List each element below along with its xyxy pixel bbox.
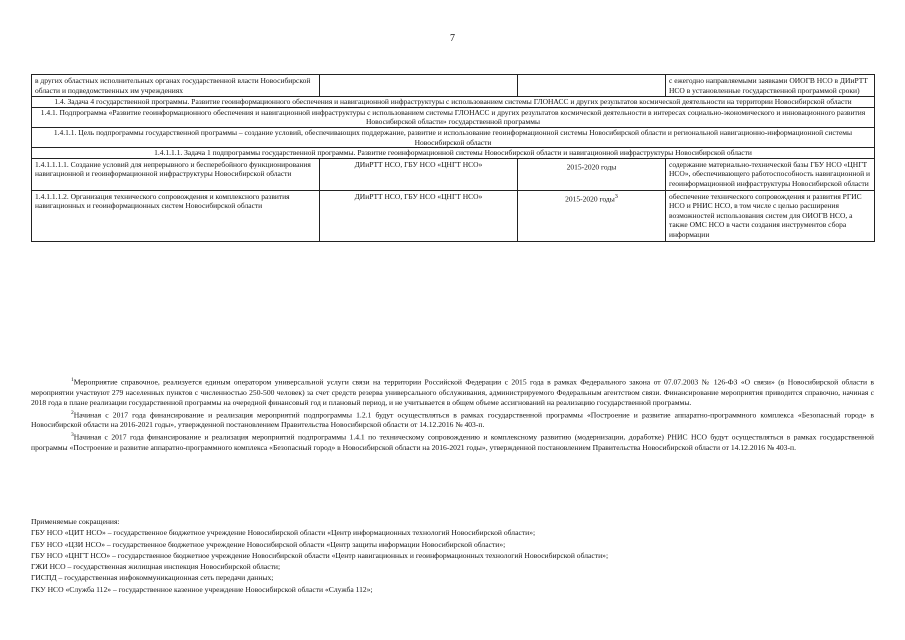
cell-result: обеспечение технического сопровождения и развития РГИС НСО и РНИС НСО, в том числе с целью расширения возможностей использования систем для ОИОГВ НСО, а также ОМС НСО в части создания инструментов сбора информации: [666, 190, 875, 241]
footnote-mark: 3: [71, 432, 74, 439]
cell-measure: 1.4.1.1.1.1. Создание условий для непрерывного и бесперебойного функционирования навигационной и геоинформационной инфраструктуры Новосибирской области: [32, 158, 320, 190]
cell-executor: [320, 75, 518, 97]
footnote-text: Мероприятие справочное, реализуется единым оператором универсальной услуги связи на территории Российской Федерации с 2015 года в рамках Федерального закона от 07.07.2003 № 126-ФЗ «О связи» (в Новосибирской области в мероприятии участвуют 279 населенных пунктов с численностью 250-500 человек) за счет средств резерва универсального обслуживания, администрируемого Федеральным агентством связи. Финансирование мероприятия приводится справочно, начиная с 2018 года в плане реализации государственной программы на очередной финансовый год и плановый период, и не учитывается в общем объеме ассигнований на реализацию государственной программы.: [31, 377, 874, 407]
abbreviations-heading: Применяемые сокращения:: [31, 517, 120, 526]
abbreviation-item: ГИСПД – государственная инфокоммуникационная сеть передачи данных;: [31, 573, 274, 583]
footnote-text: Начиная с 2017 года финансирование и реализация мероприятий подпрограммы 1.2.1 будут осуществляться в рамках государственной программы «Построение и развитие аппаратно-программного комплекса «Безопасный город» в Новосибирской области на 2016-2021 годы», утвержденной постановлением Правительства Новосибирской области от 14.12.2016 № 403-п.: [31, 410, 874, 430]
term-text: 2015-2020 годы: [565, 194, 615, 204]
cell-term: [518, 190, 666, 241]
footnote-mark: 1: [71, 377, 74, 383]
cell-result: с ежегодно направляемыми заявками ОИОГВ НСО в ДИиРТТ НСО в установленные государственной программой сроки): [666, 75, 875, 97]
subprogram-1-4-1-heading: 1.4.1. Подпрограмма «Развитие геоинформационного обеспечения и навигационной инфраструктуры с использованием системы ГЛОНАСС и других результатов космической деятельности в интересах социально-экономического и инновационного развития Новосибирской области» государственной программы: [32, 107, 875, 127]
abbreviations-list: [31, 516, 874, 595]
abbreviation-item: ГКУ НСО «Служба 112» – государственное казенное учреждение Новосибирской области «Служба 112»;: [31, 584, 373, 594]
footnotes: [31, 375, 874, 453]
abbreviation-item: ГБУ НСО «ЦИТ НСО» – государственное бюджетное учреждение Новосибирской области «Центр информационных технологий Новосибирской области»;: [31, 528, 536, 538]
table-row: [32, 158, 875, 190]
table-row-continuation: [32, 75, 875, 97]
task-1-4-1-1-1-heading: 1.4.1.1.1. Задача 1 подпрограммы государственной программы. Развитие геоинформационной системы Новосибирской области и навигационной инфраструктуры Новосибирской области: [32, 148, 875, 159]
table-row-subtask: [32, 148, 875, 159]
term-text: 2015-2020 годы: [566, 162, 617, 172]
table-row-goal: [32, 127, 875, 147]
cell-measure: 1.4.1.1.1.2. Организация технического сопровождения и комплексного развития навигационных и геоинформационных систем Новосибирской области: [32, 190, 320, 241]
abbreviation-item: ГБУ НСО «ЦНГТ НСО» – государственное бюджетное учреждение Новосибирской области «Центр навигационных и геоинформационных технологий Новосибирской области»;: [31, 550, 609, 560]
footnote-3: [31, 430, 874, 453]
abbreviation-item: ГЖИ НСО – государственная жилищная инспекция Новосибирской области;: [31, 562, 281, 572]
footnote-1: [31, 375, 874, 408]
cell-executor: ДИиРТТ НСО, ГБУ НСО «ЦНГТ НСО»: [320, 158, 518, 190]
abbreviation-item: ГБУ НСО «ЦЗИ НСО» – государственное бюджетное учреждение Новосибирской области «Центр защиты информации Новосибирской области»;: [31, 539, 506, 549]
program-table: [31, 74, 875, 242]
table-row-subprogram: [32, 107, 875, 127]
footnote-ref: 3: [614, 192, 618, 200]
cell-result: содержание материально-технической базы ГБУ НСО «ЦНГТ НСО», обеспечивающего работоспособность навигационной и геоинформационной инфраструктуры Новосибирской области: [666, 158, 875, 190]
footnote-2: [31, 408, 874, 431]
footnote-mark: 2: [71, 409, 74, 416]
goal-1-4-1-1-heading: 1.4.1.1. Цель подпрограммы государственной программы – создание условий, обеспечивающих поддержание, развитие и использование геоинформационной системы Новосибирской области и региональной навигационно-информационной системы Новосибирской области: [32, 127, 875, 147]
task-1-4-heading: 1.4. Задача 4 государственной программы. Развитие геоинформационного обеспечения и навигационной инфраструктуры с использованием системы ГЛОНАСС и других результатов космической деятельности на территории Новосибирской области: [32, 97, 875, 108]
cell-term: [518, 75, 666, 97]
cell-measure: в других областных исполнительных органах государственной власти Новосибирской области и подведомственных им учреждениях: [32, 75, 320, 97]
page-number: 7: [450, 33, 455, 44]
footnote-text: Начиная с 2017 года финансирование и реализация мероприятий подпрограммы 1.4.1 по техническому сопровождению и комплексному развитию (модернизации, доработке) РНИС НСО будут осуществляться в рамках государственной программы «Построение и развитие аппаратно-программного комплекса «Безопасный город» в Новосибирской области на 2016-2021 годы», утвержденной постановлением Правительства Новосибирской области от 14.12.2016 № 403-п.: [31, 432, 874, 452]
cell-executor: ДИиРТТ НСО, ГБУ НСО «ЦНГТ НСО»: [320, 190, 518, 241]
cell-term: [518, 158, 666, 190]
table-row-task: [32, 97, 875, 108]
table-row: [32, 190, 875, 241]
